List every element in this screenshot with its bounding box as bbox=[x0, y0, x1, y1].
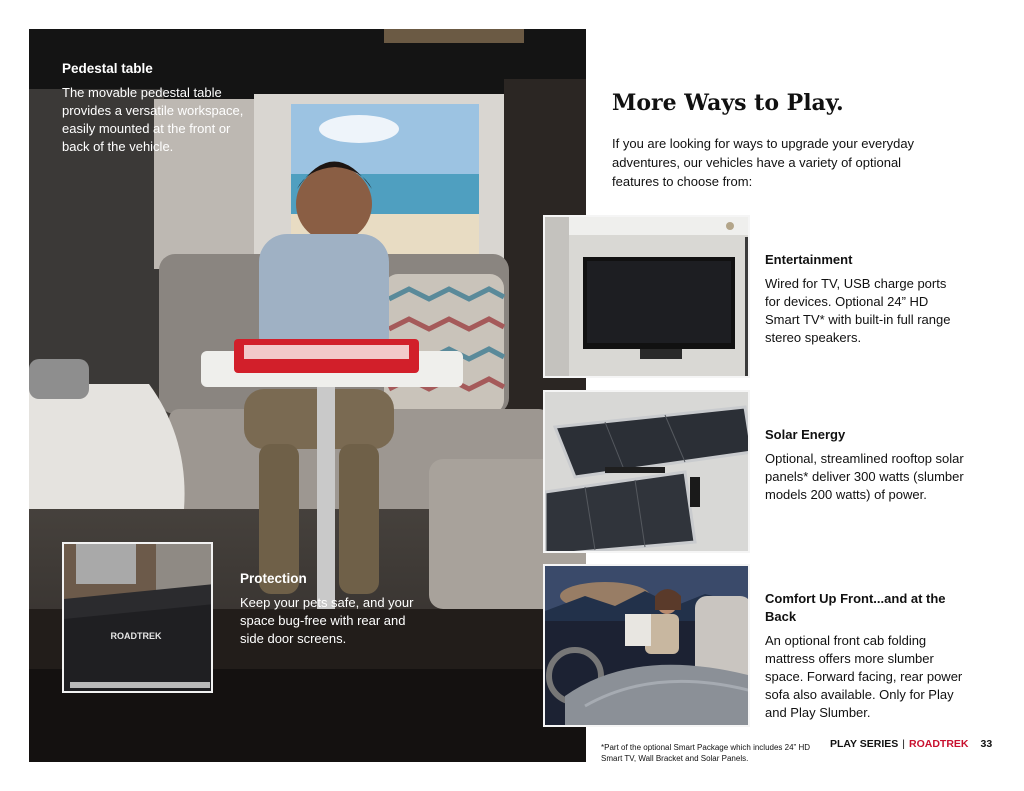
comfort-photo bbox=[543, 564, 750, 727]
feature-body: Wired for TV, USB charge ports for devices. Optional 24” HD Smart TV* with built-in full range stereo speakers. bbox=[765, 276, 951, 345]
entertainment-photo bbox=[543, 215, 750, 378]
feature-solar-energy bbox=[765, 426, 965, 504]
protection-body: Keep your pets safe, and your space bug-free with rear and side door screens. bbox=[240, 595, 414, 646]
page-footer bbox=[830, 738, 992, 750]
page-number: 33 bbox=[980, 738, 993, 750]
cab-bed-illustration bbox=[545, 566, 750, 727]
pedestal-table-heading: Pedestal table bbox=[62, 61, 153, 76]
feature-body: Optional, streamlined rooftop solar panels* deliver 300 watts (slumber models 200 watts) of power. bbox=[765, 451, 964, 502]
protection-caption bbox=[240, 571, 430, 648]
solar-panel-illustration bbox=[545, 392, 750, 553]
feature-body: An optional front cab folding mattress offers more slumber space. Forward facing, rear power sofa also available. Only for Play and Play Slumber. bbox=[765, 633, 963, 720]
footnote: *Part of the optional Smart Package which includes 24” HD Smart TV, Wall Bracket and Solar Panels. bbox=[601, 743, 810, 763]
footer-separator: | bbox=[902, 738, 906, 750]
protection-heading: Protection bbox=[240, 571, 307, 586]
pedestal-table-caption bbox=[62, 61, 257, 156]
solar-energy-photo bbox=[543, 390, 750, 553]
feature-heading: Comfort Up Front...and at the Back bbox=[765, 591, 946, 624]
hero-photo bbox=[29, 29, 586, 762]
brand-label: ROADTREK bbox=[909, 738, 969, 750]
feature-entertainment bbox=[765, 251, 965, 347]
page-title: More Ways to Play. bbox=[612, 90, 844, 116]
pedestal-table-body: The movable pedestal table provides a versatile workspace, easily mounted at the front or back of the vehicle. bbox=[62, 85, 244, 154]
feature-comfort bbox=[765, 590, 965, 722]
tv-illustration bbox=[545, 217, 750, 378]
roadtrek-logo-text: ROADTREK bbox=[110, 631, 162, 641]
feature-heading: Solar Energy bbox=[765, 427, 846, 442]
intro-paragraph: If you are looking for ways to upgrade your everyday adventures, our vehicles have a variety of optional features to choose from: bbox=[612, 136, 915, 189]
door-screen-inset-photo bbox=[62, 542, 213, 693]
door-screen-illustration bbox=[64, 544, 213, 693]
feature-heading: Entertainment bbox=[765, 252, 853, 267]
series-label: PLAY SERIES bbox=[830, 738, 899, 750]
